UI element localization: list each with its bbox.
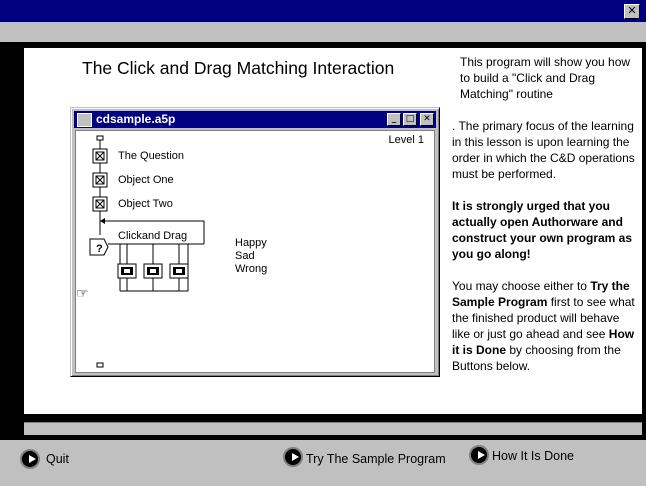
button-bar — [0, 440, 646, 486]
menu-bar — [0, 22, 646, 42]
level-label: Level 1 — [388, 134, 424, 146]
flowline-canvas[interactable] — [75, 130, 435, 373]
maximize-button[interactable]: □ — [403, 113, 417, 126]
response-icon — [118, 264, 136, 278]
response-icon — [144, 264, 162, 278]
title-bar — [0, 0, 646, 22]
play-circle-icon — [20, 449, 40, 469]
sample-window[interactable] — [70, 107, 440, 377]
sample-window-title: cdsample.a5p — [96, 112, 176, 126]
paragraph-focus-text: . The primary focus of the learning in this lesson is upon learning the order in which the C&D operations must be performed. — [452, 119, 635, 181]
paragraph-urge-text: It is strongly urged that you actually open Authorware and construct your own program as you go along! — [452, 199, 633, 261]
display-icon — [93, 149, 107, 163]
file-icon — [77, 113, 92, 127]
hand-pointer-icon: ☞ — [76, 285, 89, 301]
play-circle-icon — [283, 447, 303, 467]
minimize-button[interactable]: _ — [387, 113, 401, 126]
sample-window-titlebar[interactable] — [74, 111, 436, 128]
separator-strip — [24, 422, 642, 435]
paragraph-choice — [452, 278, 638, 374]
interaction-icon-glyph: ? — [96, 243, 103, 255]
paragraph-choice-bold-2: How it is Done — [452, 327, 635, 357]
play-circle-icon — [469, 445, 489, 465]
window-close-button[interactable]: ✕ — [420, 113, 434, 126]
quit-label: Quit — [46, 452, 69, 466]
description-text — [452, 54, 638, 374]
close-button[interactable]: ✕ — [624, 4, 640, 19]
flow-end-marker — [97, 363, 103, 367]
try-sample-label: Try The Sample Program — [306, 452, 446, 466]
how-it-is-done-label: How It Is Done — [492, 449, 574, 463]
flowline-diagram — [76, 131, 434, 372]
icon-label-interaction: Clickand Drag — [118, 230, 188, 242]
response-label-wrong: Wrong — [235, 263, 268, 275]
response-icon — [170, 264, 188, 278]
paragraph-choice-text-2: first to see what the finished product will behave like or just go ahead and see — [452, 295, 635, 341]
icon-label-object-two: Object Two — [118, 198, 173, 210]
response-label-sad: Sad — [235, 250, 255, 262]
loop-arrow — [100, 218, 105, 224]
display-icon — [93, 197, 107, 211]
flow-start-marker — [97, 136, 103, 140]
paragraph-focus — [452, 118, 638, 182]
paragraph-choice-text-1: You may choose either to — [452, 279, 591, 293]
response-label-happy: Happy — [235, 237, 267, 249]
page-title: The Click and Drag Matching Interaction — [82, 58, 395, 78]
paragraph-intro-text: This program will show you how to build a "Click and Drag Matching" routine — [460, 55, 631, 101]
icon-label-question: The Question — [118, 150, 185, 162]
paragraph-choice-text-3: by choosing from the Buttons below. — [452, 343, 621, 373]
paragraph-urge — [452, 198, 638, 262]
paragraph-intro — [452, 54, 638, 102]
icon-label-object-one: Object One — [118, 174, 174, 186]
display-icon — [93, 173, 107, 187]
paragraph-choice-bold-1: Try the Sample Program — [452, 279, 630, 309]
